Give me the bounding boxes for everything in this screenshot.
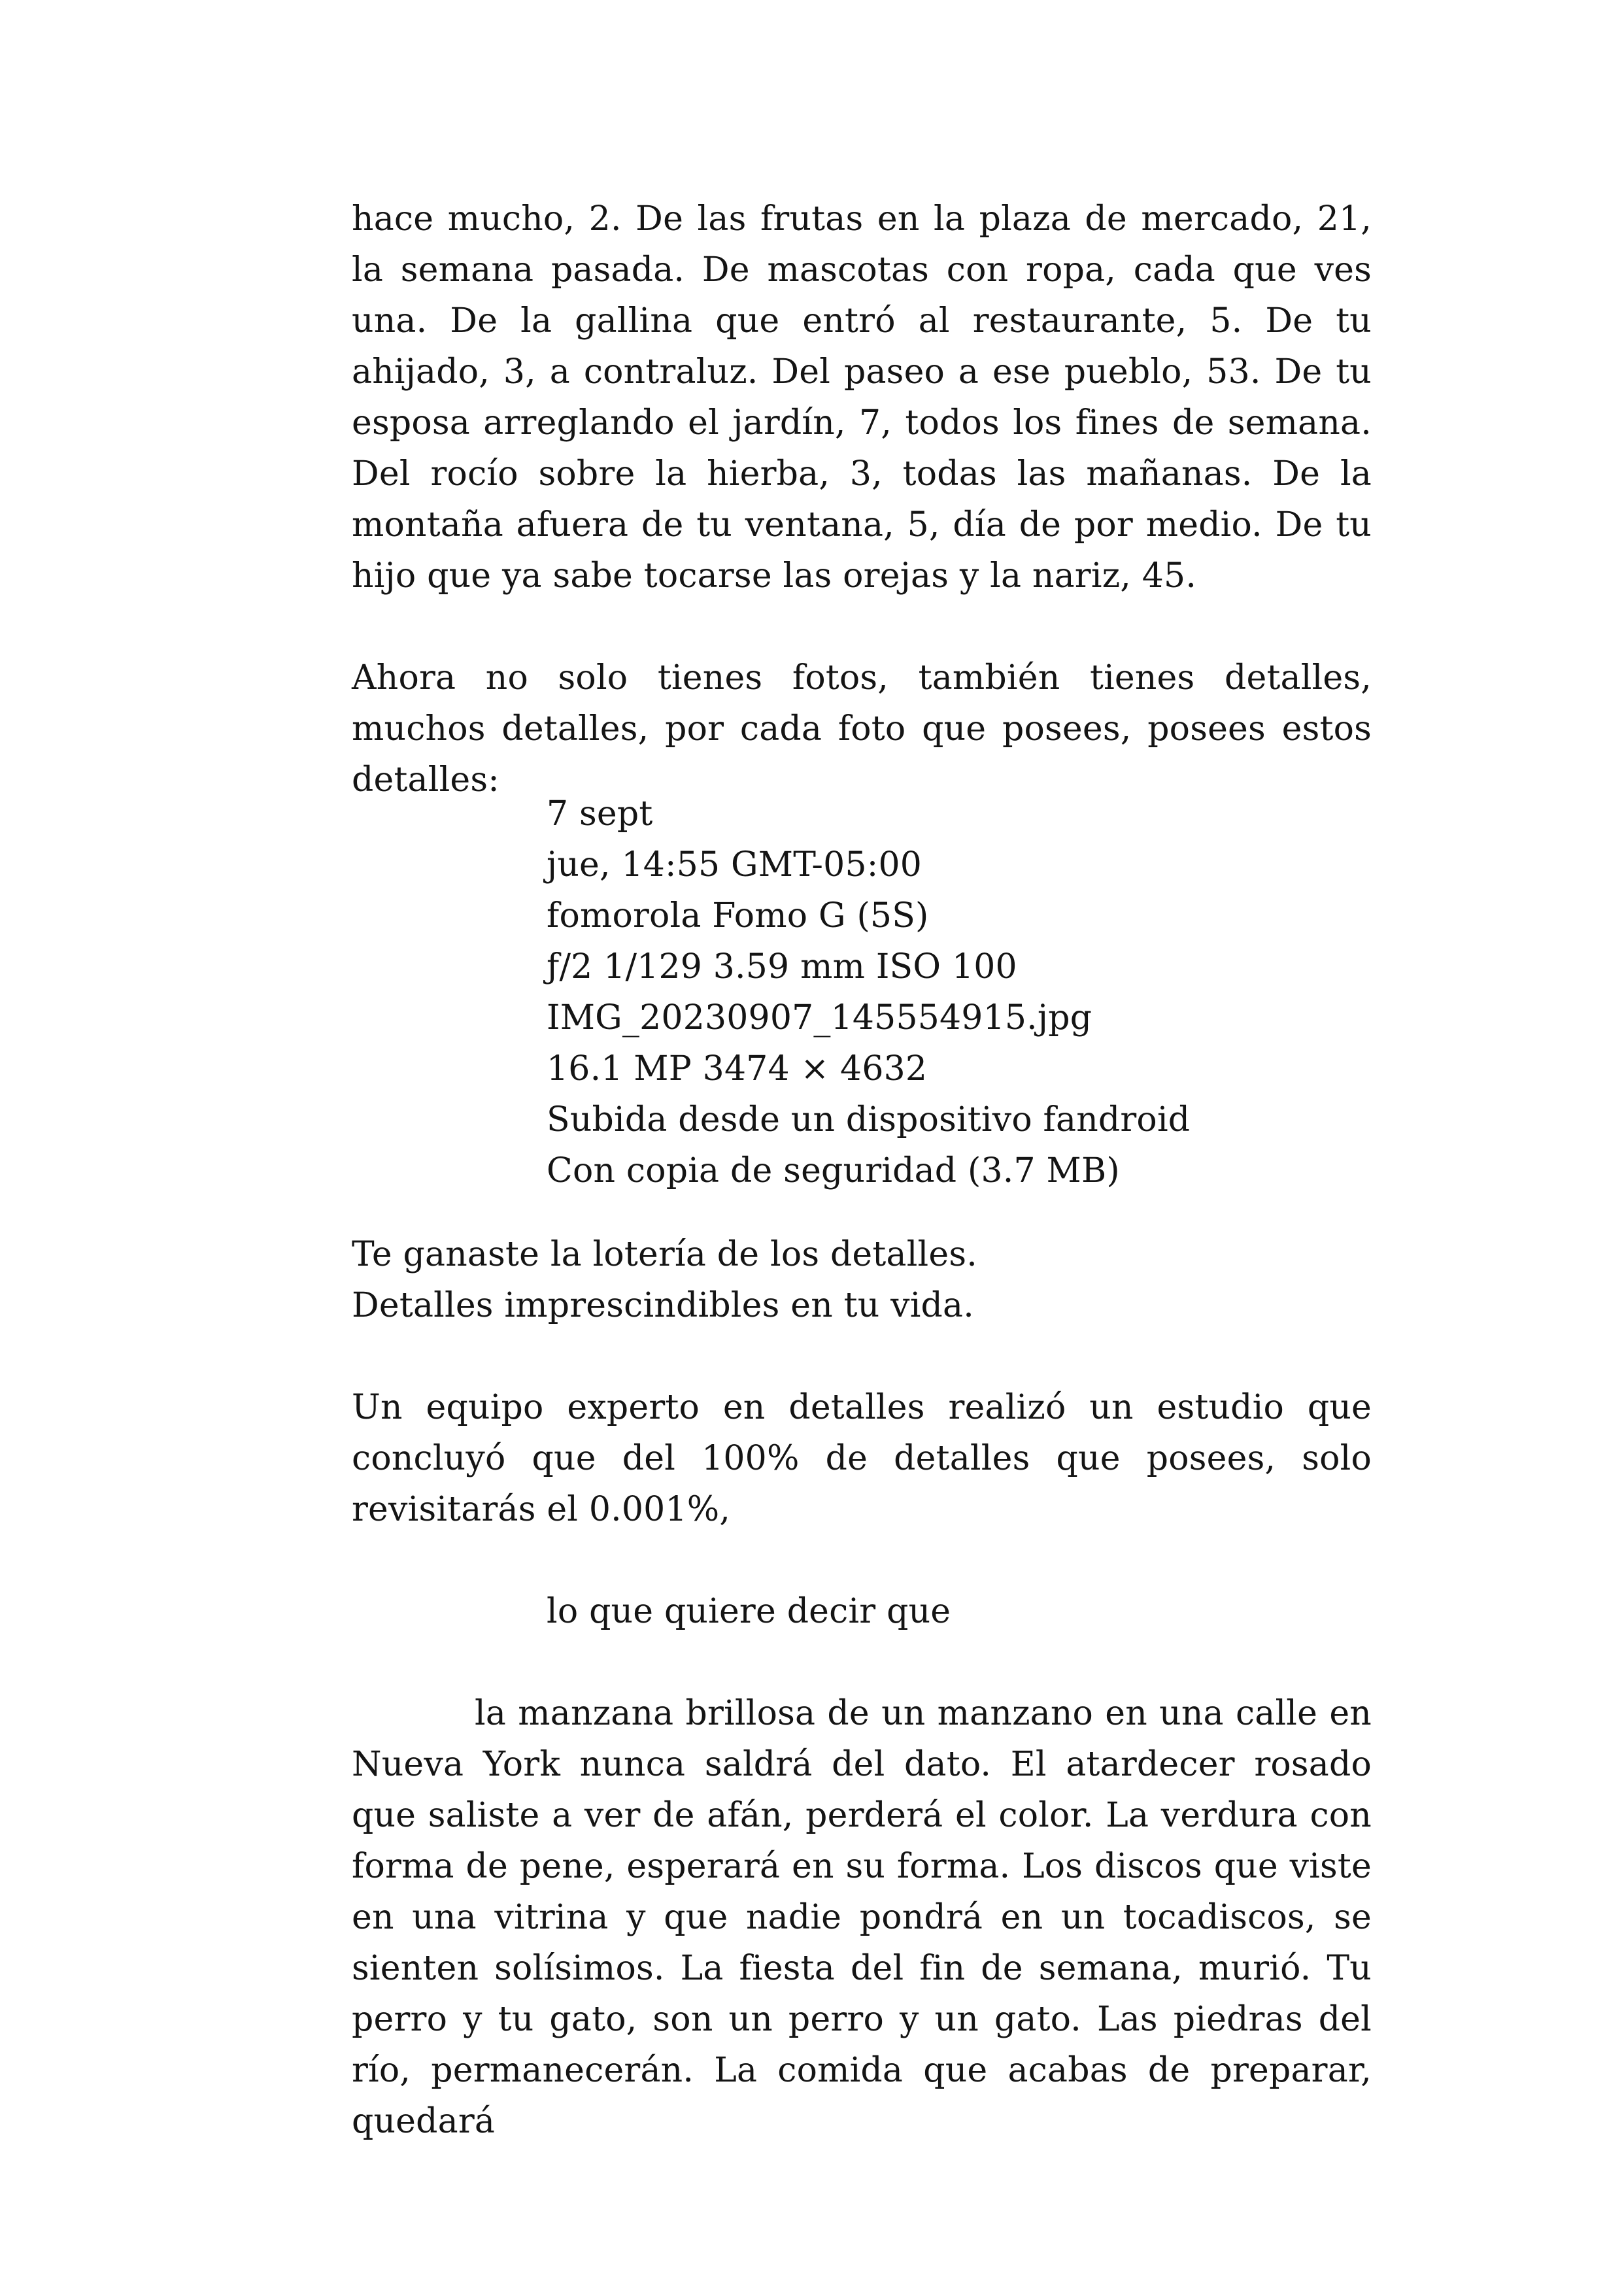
paragraph-photo-counts: hace mucho, 2. De las frutas en la plaza de mercado, 21, la semana pasada. De mascotas con ropa, cada que ves una. De la gallina que entró al restaurante, 5. De tu ahijado, 3, a contraluz. Del paseo a ese pueblo, 53. De tu esposa arreglando el jardín, 7, todos los fines de semana. Del rocío sobre la hierba, 3, todas las mañanas. De la montaña afuera de tu ventana, 5, día de por medio. De tu hijo que ya sabe tocarse las orejas y la nariz, 45. [352, 199, 1372, 596]
paragraph-study: Un equipo experto en detalles realizó un estudio que concluyó que del 100% de detalles que posees, solo revisitarás el 0.001%, [352, 1388, 1372, 1529]
paragraph-lost-details: la manzana brillosa de un manzano en una calle en Nueva York nunca saldrá del dato. El atardecer rosado que saliste a ver de afán, perderá el color. La verdura con forma de pene, esperará en su forma. Los discos que viste en una vitrina y que nadie pondrá en un tocadiscos, se sienten solísimos. La fiesta del fin de semana, murió. Tu perro y tu gato, son un perro y un gato. Las piedras del río, permanecerán. La comida que acabas de preparar, quedará [352, 1694, 1372, 2141]
detail-resolution: 16.1 MP 3474 × 4632 [547, 1049, 928, 1088]
detail-exposure: ƒ/2 1/129 3.59 mm ISO 100 [547, 947, 1017, 987]
detail-day-time: jue, 14:55 GMT-05:00 [547, 845, 922, 885]
detail-backup: Con copia de seguridad (3.7 MB) [547, 1151, 1120, 1190]
detail-upload: Subida desde un dispositivo fandroid [547, 1100, 1191, 1139]
detail-filename: IMG_20230907_145554915.jpg [547, 998, 1092, 1037]
indented-line: lo que quiere decir que [547, 1592, 951, 1631]
paragraph-details-intro: Ahora no solo tienes fotos, también tienes detalles, muchos detalles, por cada foto que posees, posees estos detalles: [352, 658, 1372, 800]
photo-details-list [547, 788, 1190, 1196]
detail-date: 7 sept [547, 794, 653, 834]
lottery-line: Te ganaste la lotería de los detalles. [352, 1235, 977, 1274]
essential-details-line: Detalles imprescindibles en tu vida. [352, 1286, 974, 1325]
detail-device: fomorola Fomo G (5S) [547, 896, 929, 936]
